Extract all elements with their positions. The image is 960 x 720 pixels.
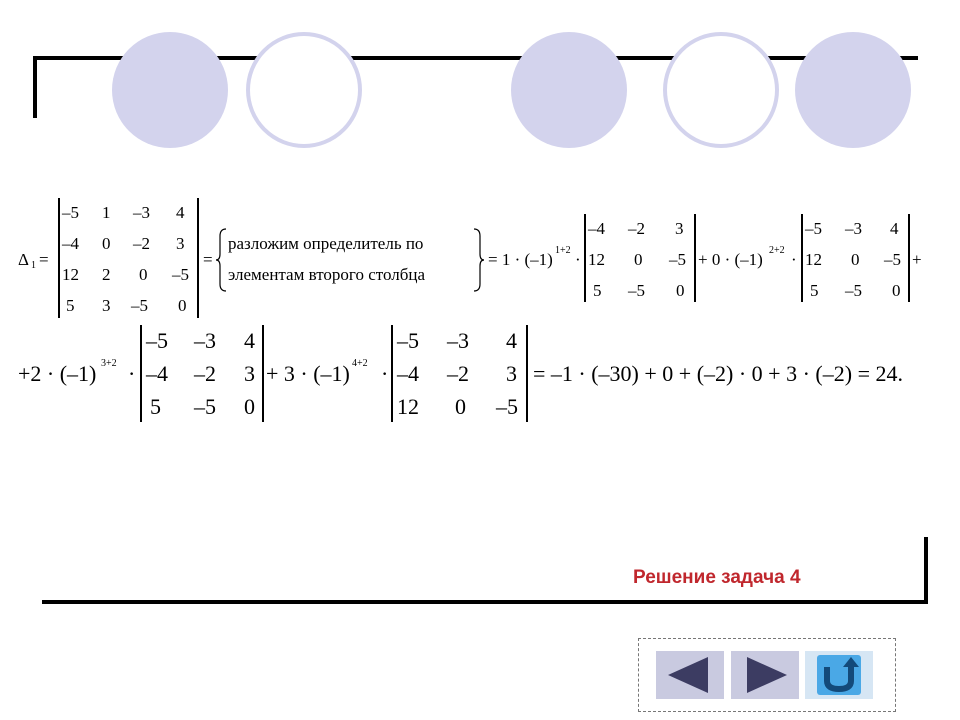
triangle-right-icon: [731, 651, 799, 699]
triangle-left-icon: [656, 651, 724, 699]
minor-cell: –5: [397, 328, 419, 353]
det-cell: –5: [131, 296, 148, 315]
det-cell: 3: [176, 234, 185, 253]
minor-cell: –4: [397, 361, 419, 386]
decor-circle-1: [112, 32, 228, 148]
slide-title: Решение задача 4: [633, 567, 801, 588]
minor-cell: –3: [447, 328, 469, 353]
det-cell: 5: [66, 296, 75, 315]
minor-bar-left: [801, 214, 803, 302]
det-cell: 4: [176, 203, 185, 222]
minor-cell: 0: [851, 250, 860, 269]
return-button[interactable]: [805, 651, 873, 699]
minor-cell: 0: [634, 250, 643, 269]
det-cell: –5: [172, 265, 189, 284]
delta-symbol: Δ: [18, 250, 29, 269]
right-brace: [472, 228, 484, 292]
minor-cell: –5: [805, 219, 822, 238]
forward-button[interactable]: [731, 651, 799, 699]
top-left-tick: [33, 56, 37, 118]
minor-bar-left: [391, 325, 393, 422]
delta-subscript: 1: [31, 260, 36, 271]
term-4-exponent: 4+2: [352, 358, 368, 369]
term-3-coefficient: +2 · (–1): [18, 361, 97, 386]
det-cell: –3: [133, 203, 150, 222]
minor-cell: 5: [150, 394, 161, 419]
minor-cell: 4: [244, 328, 255, 353]
minor-bar-right: [526, 325, 528, 422]
minor-cell: –5: [845, 281, 862, 300]
det-bar-right: [197, 198, 199, 318]
minor-cell: 3: [506, 361, 517, 386]
minor-cell: –4: [146, 361, 168, 386]
minor-cell: –5: [146, 328, 168, 353]
minor-cell: –2: [628, 219, 645, 238]
minor-cell: –5: [496, 394, 518, 419]
equals-sign: =: [203, 250, 213, 269]
minor-cell: 0: [244, 394, 255, 419]
minor-cell: 0: [676, 281, 685, 300]
term-3-exponent: 3+2: [101, 358, 117, 369]
brace-note-line-2: элементам второго столбца: [228, 265, 426, 284]
brace-note-line-1: разложим определитель по: [228, 234, 424, 253]
minor-cell: 0: [455, 394, 466, 419]
minor-cell: –3: [845, 219, 862, 238]
det-cell: 0: [178, 296, 187, 315]
minor-cell: –5: [628, 281, 645, 300]
minor-cell: –3: [194, 328, 216, 353]
det-cell: 3: [102, 296, 111, 315]
det-cell: –5: [62, 203, 79, 222]
det-cell: 0: [139, 265, 148, 284]
det-cell: 12: [62, 265, 79, 284]
minor-bar-right: [694, 214, 696, 302]
term-2-exponent: 2+2: [769, 245, 785, 256]
term-4-coefficient: + 3 · (–1): [266, 361, 350, 386]
minor-cell: 12: [805, 250, 822, 269]
decor-circle-4: [663, 32, 779, 148]
minor-cell: 3: [675, 219, 684, 238]
term-1-exponent: 1+2: [555, 245, 571, 256]
minor-cell: 5: [593, 281, 602, 300]
decor-circle-2: [246, 32, 362, 148]
minor-cell: –4: [588, 219, 605, 238]
plus-sign: +: [912, 250, 922, 269]
term-1-coefficient: = 1 · (–1): [488, 250, 553, 269]
decor-circle-5: [795, 32, 911, 148]
minor-bar-left: [584, 214, 586, 302]
bottom-right-tick: [924, 537, 928, 604]
minor-cell: 12: [588, 250, 605, 269]
minor-cell: 0: [892, 281, 901, 300]
det-cell: –4: [62, 234, 79, 253]
minor-cell: –2: [447, 361, 469, 386]
equals-sign: =: [39, 250, 49, 269]
u-turn-icon: [805, 651, 873, 699]
minor-cell: 3: [244, 361, 255, 386]
minor-cell: –5: [669, 250, 686, 269]
multiply-dot: ·: [128, 361, 136, 386]
back-button[interactable]: [656, 651, 724, 699]
minor-cell: –5: [884, 250, 901, 269]
bottom-rule: [42, 600, 928, 604]
det-bar-left: [58, 198, 60, 318]
det-cell: 0: [102, 234, 111, 253]
multiply-dot: ·: [575, 250, 581, 269]
term-2-coefficient: + 0 · (–1): [698, 250, 763, 269]
det-cell: 1: [102, 203, 111, 222]
minor-cell: 5: [810, 281, 819, 300]
det-cell: –2: [133, 234, 150, 253]
multiply-dot: ·: [791, 250, 797, 269]
minor-bar-right: [262, 325, 264, 422]
minor-cell: 4: [890, 219, 899, 238]
minor-cell: 4: [506, 328, 517, 353]
minor-bar-right: [908, 214, 910, 302]
final-result: = –1 · (–30) + 0 + (–2) · 0 + 3 · (–2) = 24.: [533, 361, 903, 386]
left-brace: [216, 228, 228, 292]
minor-cell: 12: [397, 394, 419, 419]
minor-bar-left: [140, 325, 142, 422]
minor-cell: –2: [194, 361, 216, 386]
decor-circle-3: [511, 32, 627, 148]
det-cell: 2: [102, 265, 111, 284]
multiply-dot: ·: [381, 361, 389, 386]
minor-cell: –5: [194, 394, 216, 419]
